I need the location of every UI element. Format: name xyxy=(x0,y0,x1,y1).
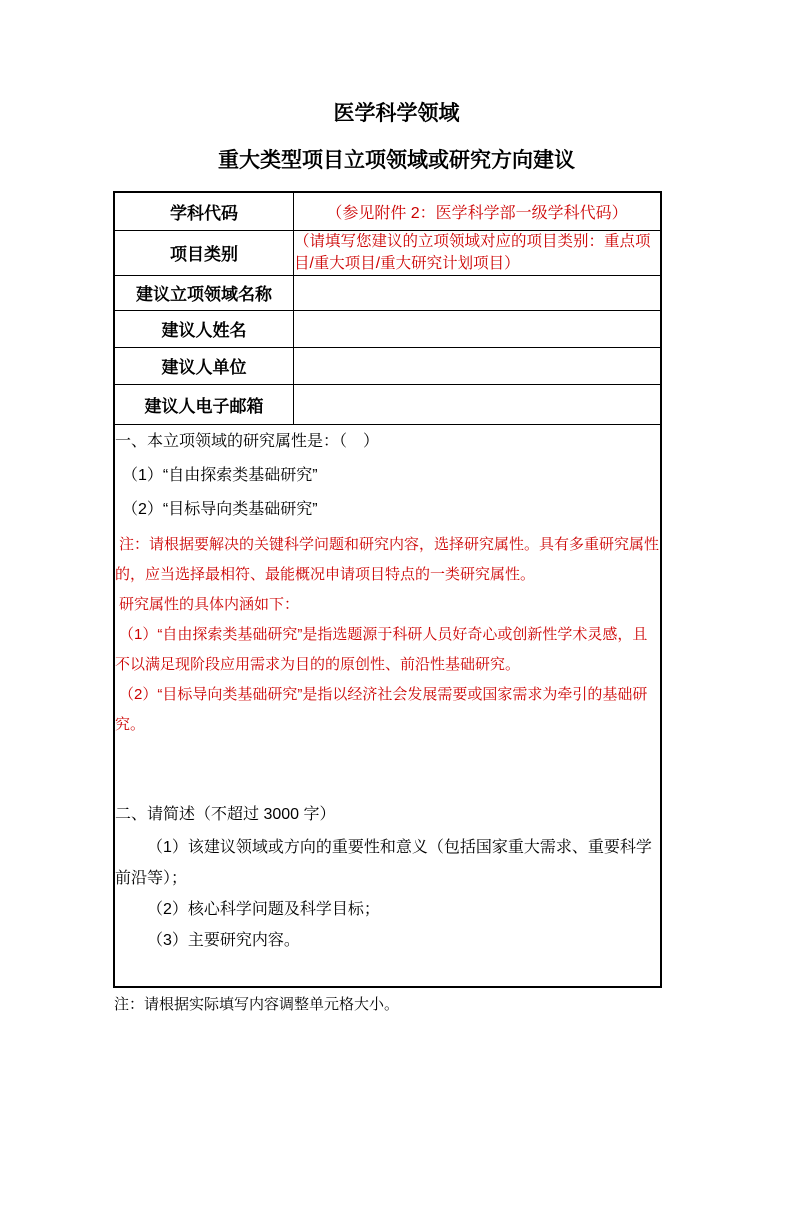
table-row-subject-code xyxy=(114,192,661,230)
proposer-email-label: 建议人电子邮箱 xyxy=(114,384,294,424)
proposer-email-field[interactable] xyxy=(294,384,662,424)
table-row-sections xyxy=(114,424,661,987)
section1-option-2: （2）“目标导向类基础研究” xyxy=(122,500,318,518)
section2-item-3: （3）主要研究内容。 xyxy=(147,931,300,949)
project-category-label: 项目类别 xyxy=(114,230,294,275)
proposer-org-field[interactable] xyxy=(294,347,662,384)
proposal-form-table xyxy=(113,191,662,988)
table-row-proposer-email xyxy=(114,384,661,424)
section1-heading: 一、本立项领域的研究属性是：（ ） xyxy=(115,432,380,450)
proposer-name-field[interactable] xyxy=(294,310,662,347)
sections-cell[interactable] xyxy=(114,424,661,987)
section1-option-1: （1）“自由探索类基础研究” xyxy=(122,466,318,484)
proposer-org-label: 建议人单位 xyxy=(114,347,294,384)
subject-code-field[interactable]: （参见附件 2：医学科学部一级学科代码） xyxy=(294,192,662,230)
table-row-proposer-org xyxy=(114,347,661,384)
section2-heading: 二、请简述（不超过 3000 字） xyxy=(115,805,336,823)
table-row-project-category xyxy=(114,230,661,275)
document-title-line2: 重大类型项目立项领域或研究方向建议 xyxy=(218,149,575,172)
table-row-proposer-name xyxy=(114,310,661,347)
section2-item-2: （2）核心科学问题及科学目标； xyxy=(147,900,380,918)
document-title-line1: 医学科学领域 xyxy=(333,102,460,125)
subject-code-label: 学科代码 xyxy=(114,192,294,230)
section2-item-1: （1）该建议领域或方向的重要性和意义（包括国家重大需求、重要科学前沿等）； xyxy=(115,838,652,887)
field-name-label: 建议立项领域名称 xyxy=(114,275,294,310)
section1-note-2: 研究属性的具体内涵如下： xyxy=(119,595,300,613)
section1-note-1: 注：请根据要解决的关键科学问题和研究内容，选择研究属性。具有多重研究属性的，应当选择最相符、最能概况申请项目特点的一类研究属性。 xyxy=(115,535,660,583)
table-row-field-name xyxy=(114,275,661,310)
adjust-cell-size-note: 注：请根据实际填写内容调整单元格大小。 xyxy=(114,996,400,1013)
proposer-name-label: 建议人姓名 xyxy=(114,310,294,347)
field-name-field[interactable] xyxy=(294,275,662,310)
section1-note-3: （1）“自由探索类基础研究”是指选题源于科研人员好奇心或创新性学术灵感，且不以满足现阶段应用需求为目的的原创性、前沿性基础研究。 xyxy=(115,625,648,673)
project-category-field[interactable]: （请填写您建议的立项领域对应的项目类别：重点项目/重大项目/重大研究计划项目） xyxy=(294,230,662,275)
section1-note-4: （2）“目标导向类基础研究”是指以经济社会发展需要或国家需求为牵引的基础研究。 xyxy=(115,685,648,733)
